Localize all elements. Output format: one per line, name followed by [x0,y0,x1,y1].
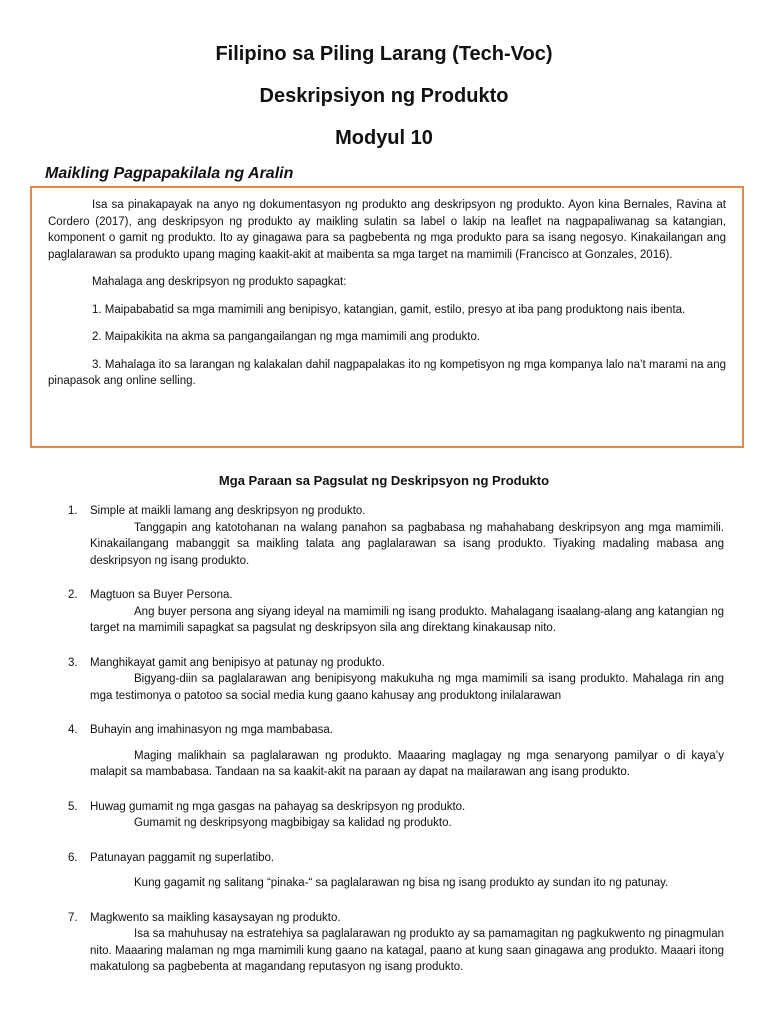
topic-title: Deskripsiyon ng Produkto [259,85,509,107]
method-item-6 [68,850,724,892]
method-item-2 [68,587,724,637]
intro-paragraph: Isa sa pinakapayak na anyo ng dokumentasyon ng produkto ang deskripsyon ng produkto. Ayon kina Bernales, Ravina at Cordero (2017), ang deskripsyon ng produkto ay maikling sulatin sa label o lakip na leaflet na nagpapaliwanag sa katangian, komponent o gamit ng produkto. Ito ay ginagawa para sa pagbebenta ng mga produkto para sa isang negosyo. Kinakailangan ang paglalarawan sa produkto upang maging kaakit-akit at maibenta sa mga target na mamimili (Francisco at Gonzales, 2016). [48,199,726,261]
method-title: Patunayan paggamit ng superlatibo. [90,851,275,864]
method-number: 1. [68,505,78,517]
method-item-7 [68,910,724,976]
method-number: 2. [68,589,78,601]
method-body: Ang buyer persona ang siyang ideyal na mamimili ng isang produkto. Mahalagang isaalang-alang ang katangian ng target na mamimili sapagkat sa pagsulat ng deskripsyon sila ang direktang kinakausap nito. [90,605,724,634]
module-title: Modyul 10 [335,127,433,149]
method-number: 5. [68,800,78,813]
method-item-5 [68,799,724,832]
importance-point-2: 2. Maipakikita na akma sa pangangailangan ng mga mamimili ang produkto. [92,331,481,343]
method-number: 4. [68,724,78,736]
intro-box [30,186,744,448]
method-title: Magtuon sa Buyer Persona. [90,589,233,601]
method-body: Kung gagamit ng salitang “pinaka-“ sa paglalarawan ng bisa ng isang produkto ay sundan ito ng patunay. [134,877,669,889]
method-body: Gumamit ng deskripsyong magbibigay sa kalidad ng produkto. [134,817,452,829]
method-title: Buhayin ang imahinasyon ng mga mambabasa. [90,724,333,736]
method-item-3 [68,655,724,705]
method-body: Isa sa mahuhusay na estratehiya sa paglalarawan ng produkto ay sa pamamagitan ng pagkukwento ng pinagmulan nito. Maaaring malaman ng mga mamimili kung gaano na katagal, paano at kung saan ginagawa ang produkto. Maaari itong makatulong sa pagbebenta at magandang reputasyon ng isang produkto. [90,928,724,973]
method-title: Manghikayat gamit ang benipisyo at patunay ng produkto. [90,656,385,669]
method-number: 6. [68,851,78,864]
subject-title: Filipino sa Piling Larang (Tech-Voc) [215,43,553,65]
method-title: Simple at maikli lamang ang deskripsyon ng produkto. [90,505,366,517]
method-item-4 [68,722,724,781]
method-body: Bigyang-diin sa paglalarawan ang benipisyong makukuha ng mga mamimili sa isang produkto. Mahalaga rin ang mga testimonya o patotoo sa social media kung gaano kahusay ang produktong inilalarawan [90,673,724,702]
intro-heading: Maikling Pagpapakilala ng Aralin [45,165,294,182]
importance-point-1: 1. Maipababatid sa mga mamimili ang benipisyo, katangian, gamit, estilo, presyo at iba pang produktong nais ibenta. [92,303,686,316]
methods-list [68,503,724,976]
importance-point-3: 3. Mahalaga ito sa larangan ng kalakalan dahil nagpapalakas ito ng kompetisyon ng mga kompanya lalo na’t marami na ang pinapasok ang online selling. [48,358,726,387]
method-title: Huwag gumamit ng mga gasgas na pahayag sa deskripsyon ng produkto. [90,800,466,813]
method-item-1 [68,503,724,569]
method-number: 3. [68,656,78,669]
method-body: Tanggapin ang katotohanan na walang panahon sa pagbabasa ng mahahabang deskripsyon ang mga mamimili. Kinakailangang mabanggit sa maikling talata ang paglalarawan sa isang produkto. Tiyaking madaling mabasa ang deskripsyon ng isang produkto. [90,521,724,567]
methods-heading: Mga Paraan sa Pagsulat ng Deskripsyon ng Produkto [218,473,550,488]
method-number: 7. [68,911,78,924]
method-body: Maging malikhain sa paglalarawan ng produkto. Maaaring maglagay ng mga senaryong pamilyar o di kaya’y malapit sa mambabasa. Tandaan na sa kaakit-akit na paraan ay dapat na mailarawan ang isang produkto. [90,749,724,778]
method-title: Magkwento sa maikling kasaysayan ng produkto. [90,911,341,924]
importance-lead: Mahalaga ang deskripsyon ng produkto sapagkat: [92,276,347,288]
